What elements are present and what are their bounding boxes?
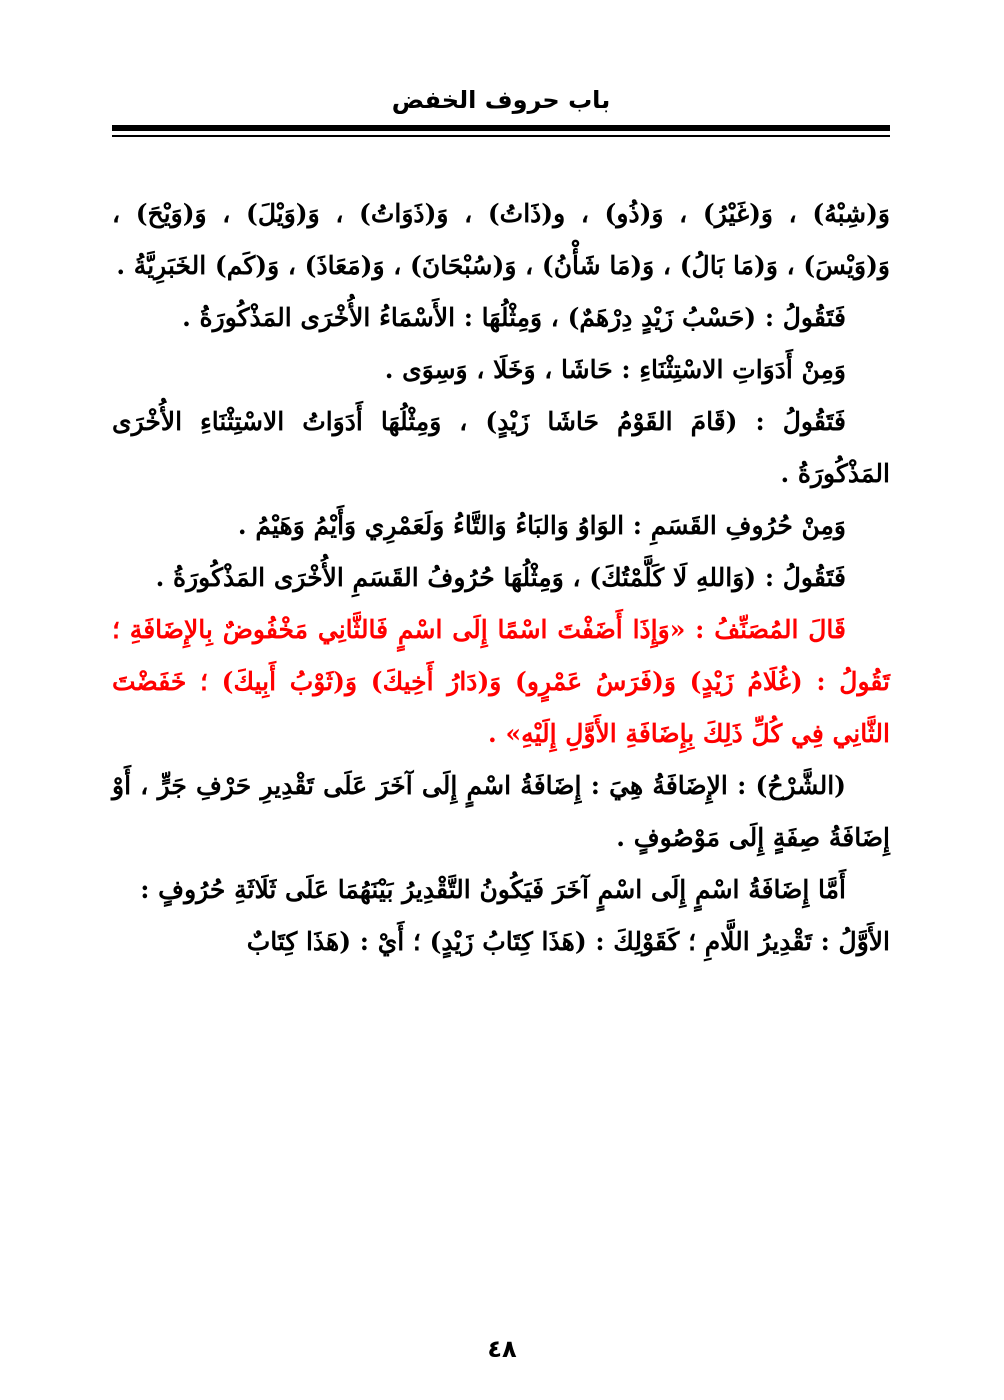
page-body [112, 188, 890, 968]
paragraph-qasam-example: فَتَقُولُ : (وَاللهِ لَا كَلَّمْتُكَ) ، وَمِثْلُهَا حُرُوفُ القَسَمِ الأُخْرَى المَذْكُورَةُ . [155, 563, 846, 592]
header-rule-thin [112, 135, 890, 137]
paragraph-author-quote: قَالَ المُصَنِّفُ : «وَإِذَا أَضَفْتَ اسْمًا إِلَى اسْمٍ فَالثَّانِي مَخْفُوضٌ بِالإِضَافَةِ ؛ تَقُولُ : (غُلَامُ زَيْدٍ) وَ(فَرَسُ عَمْرٍو) وَ(دَارُ أَخِيكَ) وَ(ثَوْبُ أَبِيكَ) ؛ خَفَضْتَ الثَّانِي فِي كُلِّ ذَلِكَ بِإِضَافَةِ الأَوَّلِ إِلَيْهِ» . [112, 615, 890, 748]
paragraph-hasb-example: فَتَقُولُ : (حَسْبُ زَيْدٍ دِرْهَمٌ) ، وَمِثْلُهَا : الأَسْمَاءُ الأُخْرَى المَذْكُورَةُ . [182, 303, 846, 332]
paragraph-first-lam: الأَوَّلُ : تَقْدِيرُ اللَّامِ ؛ كَقَوْلِكَ : (هَذَا كِتَابُ زَيْدٍ) ؛ أَيْ : (هَذَا كِتَابٌ [246, 927, 890, 956]
paragraph-qasam-letters: وَمِنْ حُرُوفِ القَسَمِ : الوَاوُ وَالبَاءُ وَالتَّاءُ وَلَعَمْرِي وَأَيْمُ وَهَيْمُ . [237, 511, 846, 540]
paragraph-list-continuation: وَ(شِبْهُ) ، وَ(غَيْرُ) ، وَ(ذُو) ، و(ذَاتُ) ، وَ(ذَوَاتُ) ، وَ(وَيْلَ) ، وَ(وَيْحَ) ، وَ(وَيْسَ) ، وَ(مَا بَالُ) ، وَ(مَا شَأْنُ) ، وَ(سُبْحَانَ) ، وَ(مَعَاذَ) ، وَ(كَم) الخَبَرِيَّةُ . [112, 199, 890, 280]
page-number: ٤٨ [487, 1335, 517, 1363]
paragraph-idafa-three-letters: أَمَّا إِضَافَةُ اسْمٍ إِلَى اسْمٍ آخَرَ فَيَكُونُ التَّقْدِيرُ بَيْنَهُمَا عَلَى ثَلَاثَةِ حُرُوفٍ : [140, 875, 846, 904]
page-header-title: باب حروف الخفض [391, 86, 611, 114]
paragraph-istithna-tools: وَمِنْ أَدَوَاتِ الاسْتِثْنَاءِ : حَاشَا ، وَخَلَا ، وَسِوَى . [384, 355, 846, 384]
paragraph-sharh-definition: (الشَّرْحُ) : الإِضَافَةُ هِيَ : إِضَافَةُ اسْمٍ إِلَى آخَرَ عَلَى تَقْدِيرِ حَرْفِ جَرٍّ ، أَوْ إِضَافَةُ صِفَةٍ إِلَى مَوْصُوفٍ . [112, 771, 890, 852]
header-rule-thick [112, 125, 890, 131]
paragraph-istithna-example: فَتَقُولُ : (قَامَ القَوْمُ حَاشَا زَيْدٍ) ، وَمِثْلُهَا أَدَوَاتُ الاسْتِثْنَاءِ الأُخْرَى المَذْكُورَةُ . [112, 407, 890, 488]
